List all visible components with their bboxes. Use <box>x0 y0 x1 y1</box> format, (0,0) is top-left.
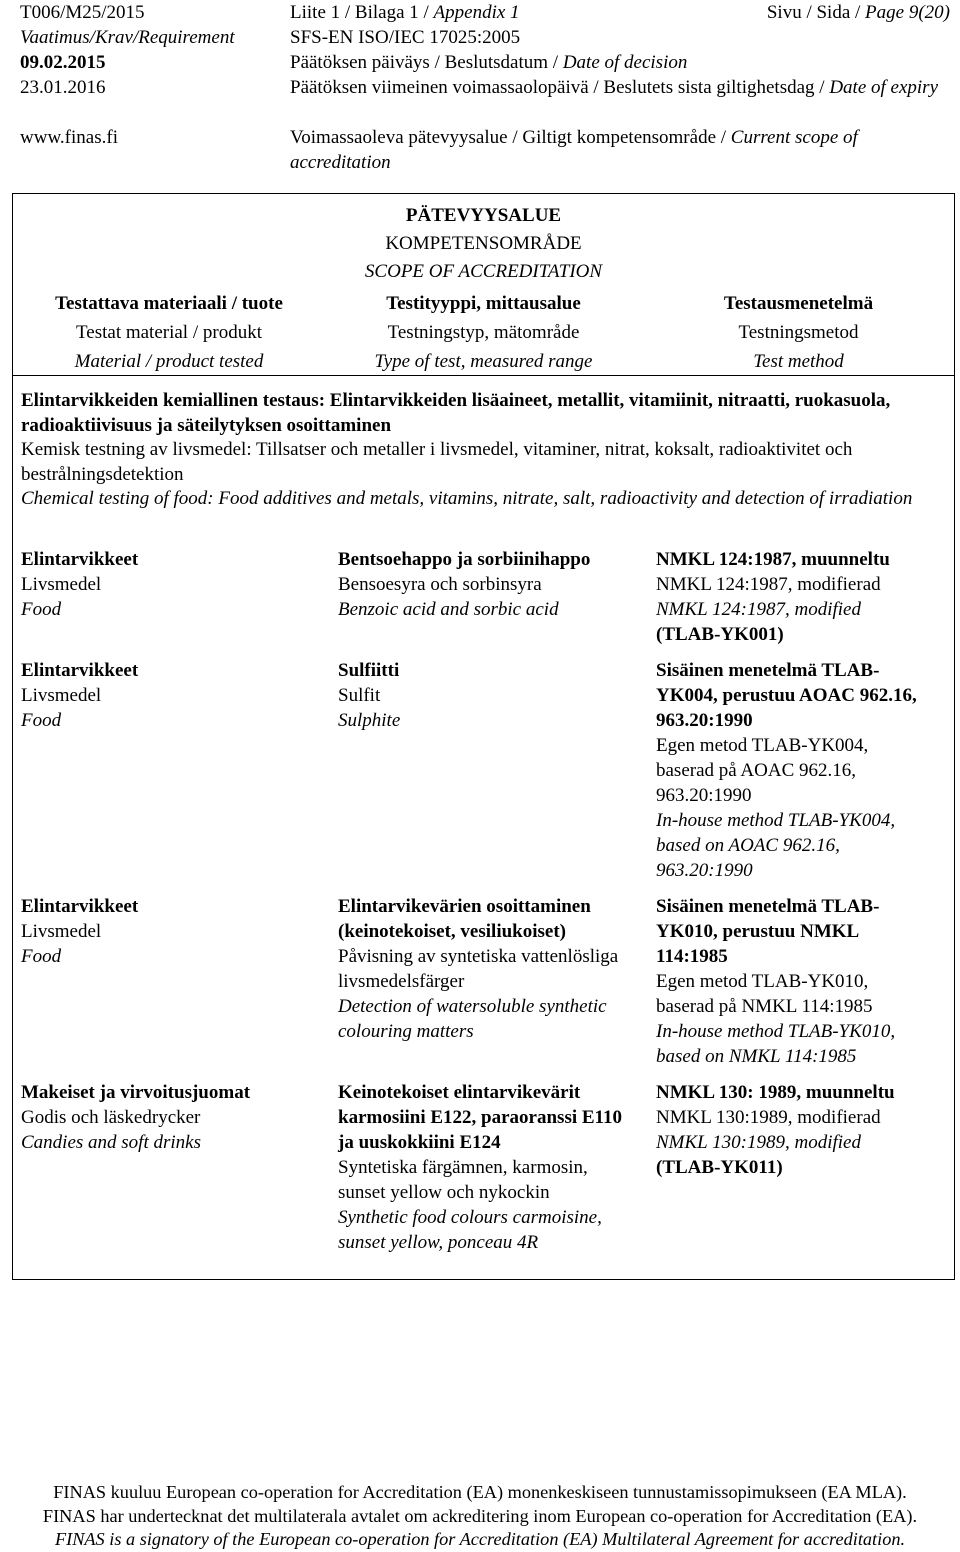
decision-date: 09.02.2015 <box>20 52 106 73</box>
document-code: T006/M25/2015 <box>20 2 145 23</box>
scope-title: PÄTEVYYSALUE KOMPETENSOMRÅDE SCOPE OF ACCREDITATION <box>364 205 603 282</box>
scope-label: Voimassaoleva pätevyysalue / Giltigt kompetensområde / Current scope of accreditation <box>290 127 858 173</box>
footer-swedish: FINAS har undertecknat det multilaterala avtalet om ackreditering inom European co-operation for Accreditation (EA). <box>42 1505 918 1526</box>
requirement-label: Vaatimus/Krav/Requirement <box>20 27 235 48</box>
test-cell: Keinotekoiset elintarvikevärit karmosiini E122, paraoranssi E110 ja uuskokkiini E124 Syntetiska färgämnen, karmosin, sunset yellow och nykockin Synthetic food colours carmoisine, sunset yellow, ponceau 4R <box>338 1082 622 1253</box>
page-footer <box>0 1481 960 1552</box>
material-cell: Elintarvikkeet Livsmedel Food <box>21 660 139 731</box>
section-heading: Elintarvikkeiden kemiallinen testaus: Elintarvikkeiden lisäaineet, metallit, vitamiinit, nitraatti, ruokasuola, radioaktiivisuus ja säteilytyksen osoittaminen Kemisk testning av livsmedel: Tillsatser och metaller i livsmedel, vitaminer, nitrat, koksalt, radioaktivitet och bestrålningsdetektion Chemical testing of food: Food additives and metals, vitamins, nitrate, salt, radioactivity and detection of irradiation <box>21 390 913 509</box>
expiry-date: 23.01.2016 <box>20 77 106 98</box>
column-header-test-type: Testityyppi, mittausalue Testningstyp, mätområde Type of test, measured range <box>374 293 593 372</box>
test-cell: Bentsoehappo ja sorbiinihappo Bensoesyra och sorbinsyra Benzoic acid and sorbic acid <box>338 549 591 620</box>
table-header <box>13 194 954 376</box>
test-cell: Elintarvikevärien osoittaminen (keinotekoiset, vesiliukoiset) Påvisning av syntetiska vattenlösliga livsmedelsfärger Detection of watersoluble synthetic colouring matters <box>338 896 619 1042</box>
scope-table <box>12 193 955 1280</box>
method-cell: Sisäinen menetelmä TLAB-YK010, perustuu NMKL 114:1985 Egen metod TLAB-YK010, baserad på NMKL 114:1985 In-house method TLAB-YK010, based on NMKL 114:1985 <box>656 896 896 1067</box>
test-cell: Sulfiitti Sulfit Sulphite <box>338 660 401 731</box>
standard-label: SFS-EN ISO/IEC 17025:2005 <box>290 27 521 48</box>
decision-date-label: Päätöksen päiväys / Beslutsdatum / Date of decision <box>290 52 688 73</box>
material-cell: Makeiset ja virvoitusjuomat Godis och läskedrycker Candies and soft drinks <box>21 1082 251 1153</box>
header-row-3 <box>0 50 960 75</box>
material-cell: Elintarvikkeet Livsmedel Food <box>21 549 139 620</box>
method-cell: NMKL 124:1987, muunneltu NMKL 124:1987, modifierad NMKL 124:1987, modified (TLAB-YK001) <box>656 549 890 645</box>
page-number: Sivu / Sida / Page 9(20) <box>766 2 950 23</box>
header-row-4 <box>0 75 960 100</box>
website-link[interactable]: www.finas.fi <box>20 127 118 148</box>
method-cell: NMKL 130: 1989, muunneltu NMKL 130:1989, modifierad NMKL 130:1989, modified (TLAB-YK011) <box>656 1082 895 1178</box>
column-header-test-method: Testausmenetelmä Testningsmetod Test method <box>723 293 874 372</box>
header-row-2 <box>0 25 960 50</box>
method-cell: Sisäinen menetelmä TLAB-YK004, perustuu AOAC 962.16, 963.20:1990 Egen metod TLAB-YK004, baserad på AOAC 962.16, 963.20:1990 In-house method TLAB-YK004, based on AOAC 962.16, 963.20:1990 <box>656 660 917 881</box>
appendix-label: Liite 1 / Bilaga 1 / Appendix 1 <box>290 2 520 23</box>
column-header-material: Testattava materiaali / tuote Testat material / produkt Material / product tested <box>55 293 283 372</box>
material-cell: Elintarvikkeet Livsmedel Food <box>21 896 139 967</box>
header-row-5 <box>0 125 960 173</box>
header-row-1 <box>0 0 960 25</box>
footer-finnish: FINAS kuuluu European co-operation for Accreditation (EA) monenkeskiseen tunnustamissopimukseen (EA MLA). <box>53 1482 907 1502</box>
footer-english: FINAS is a signatory of the European co-operation for Accreditation (EA) Multilateral Agreement for accreditation. <box>54 1529 906 1549</box>
expiry-date-label: Päätöksen viimeinen voimassaolopäivä / Beslutets sista giltighetsdag / Date of expiry <box>290 77 938 98</box>
